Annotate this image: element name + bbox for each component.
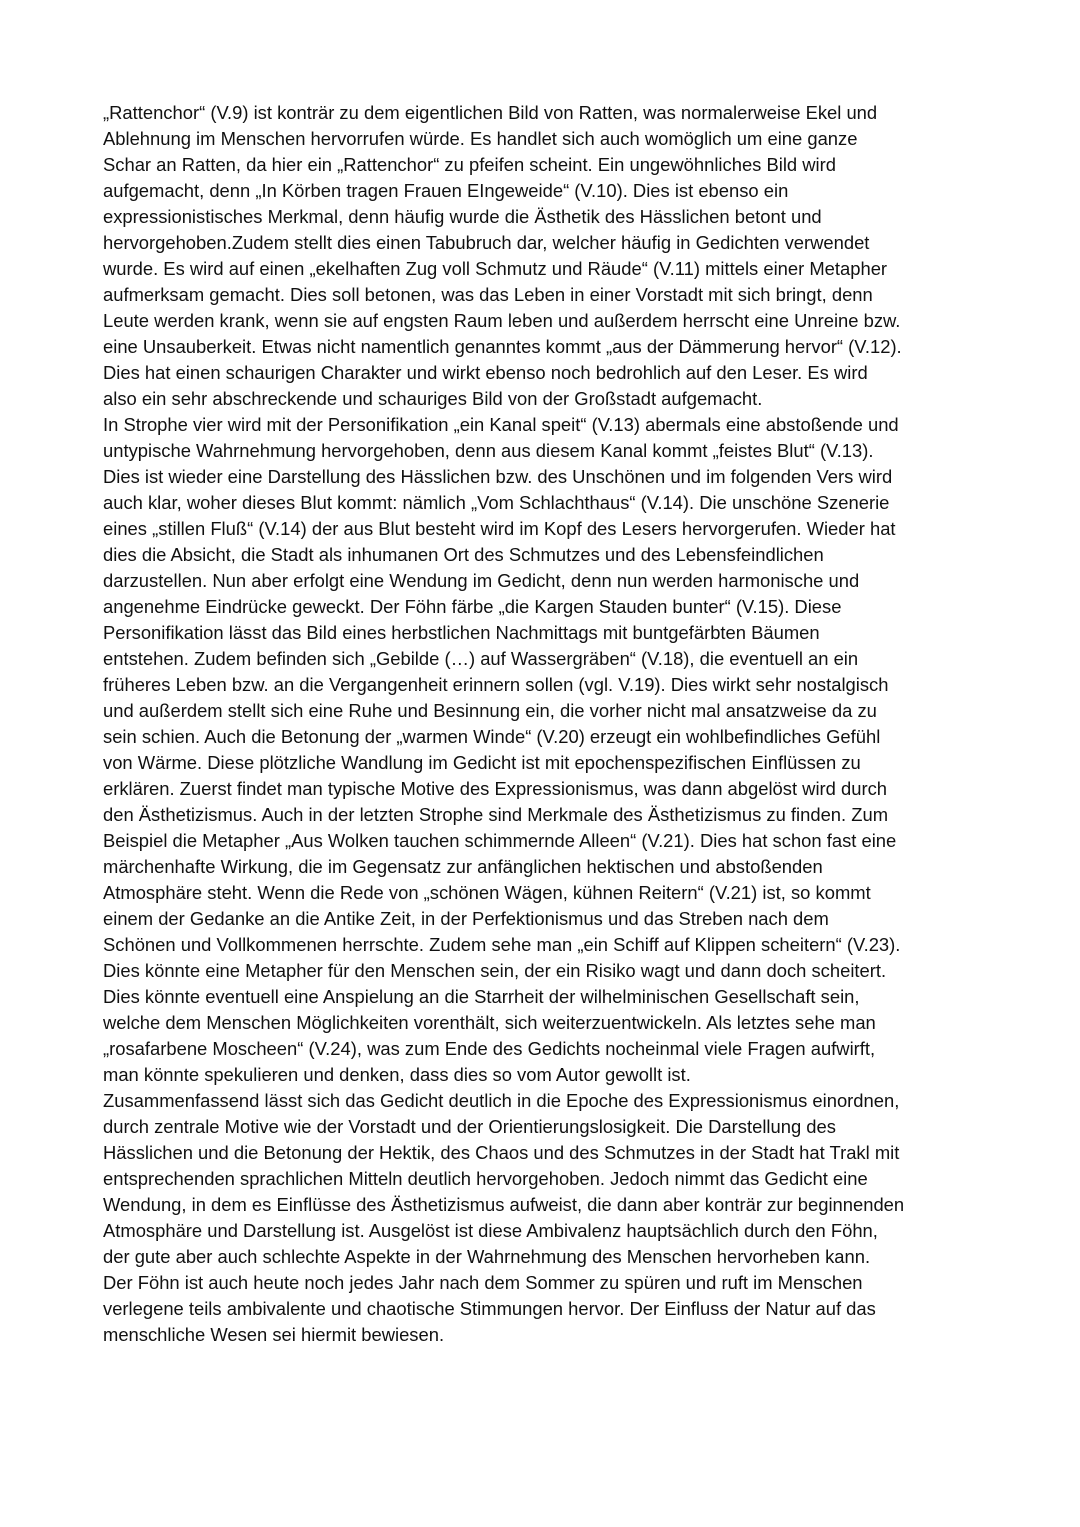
text-line: darzustellen. Nun aber erfolgt eine Wendung im Gedicht, denn nun werden harmonische und [103,570,860,591]
text-line: Schönen und Vollkommenen herrschte. Zudem sehe man „ein Schiff auf Klippen scheitern“ (V.23). [103,934,901,955]
text-line: einem der Gedanke an die Antike Zeit, in der Perfektionismus und das Streben nach dem [103,908,829,929]
text-line: In Strophe vier wird mit der Personifikation „ein Kanal speit“ (V.13) abermals eine abstoßende und [103,414,899,435]
text-line: wurde. Es wird auf einen „ekelhaften Zug voll Schmutz und Räude“ (V.11) mittels einer Metapher [103,258,888,279]
text-line: aufmerksam gemacht. Dies soll betonen, was das Leben in einer Vorstadt mit sich bringt, denn [103,284,873,305]
text-line: und außerdem stellt sich eine Ruhe und Besinnung ein, die vorher nicht mal ansatzweise da zu [103,700,877,721]
text-line: Zusammenfassend lässt sich das Gedicht deutlich in die Epoche des Expressionismus einordnen, [103,1090,900,1111]
text-line: erklären. Zuerst findet man typische Motive des Expressionismus, was dann abgelöst wird durch [103,778,888,799]
text-line: Dies könnte eventuell eine Anspielung an die Starrheit der wilhelminischen Gesellschaft sein, [103,986,860,1007]
text-line: menschliche Wesen sei hiermit bewiesen. [103,1324,445,1345]
text-line: verlegene teils ambivalente und chaotische Stimmungen hervor. Der Einfluss der Natur auf das [103,1298,876,1319]
text-line: früheres Leben bzw. an die Vergangenheit erinnern sollen (vgl. V.19). Dies wirkt sehr nostalgisch [103,674,889,695]
text-line: durch zentrale Motive wie der Vorstadt und der Orientierungslosigkeit. Die Darstellung des [103,1116,836,1137]
text-line: dies die Absicht, die Stadt als inhumanen Ort des Schmutzes und des Lebensfeindlichen [103,544,824,565]
text-line: Leute werden krank, wenn sie auf engsten Raum leben und außerdem herrscht eine Unreine bzw. [103,310,901,331]
text-line: eine Unsauberkeit. Etwas nicht namentlich genanntes kommt „aus der Dämmerung hervor“ (V.12). [103,336,902,357]
text-line: sein schien. Auch die Betonung der „warmen Winde“ (V.20) erzeugt ein wohlbefindliches Gefühl [103,726,881,747]
text-line: entsprechenden sprachlichen Mitteln deutlich hervorgehoben. Jedoch nimmt das Gedicht eine [103,1168,868,1189]
text-line: Atmosphäre und Darstellung ist. Ausgelöst ist diese Ambivalenz hauptsächlich durch den Föhn, [103,1220,878,1241]
text-line: Hässlichen und die Betonung der Hektik, des Chaos und des Schmutzes in der Stadt hat Trakl mit [103,1142,900,1163]
text-line: entstehen. Zudem befinden sich „Gebilde (…) auf Wassergräben“ (V.18), die eventuell an ein [103,648,859,669]
text-line: expressionistisches Merkmal, denn häufig wurde die Ästhetik des Hässlichen betont und [103,206,822,227]
text-line: auch klar, woher dieses Blut kommt: nämlich „Vom Schlachthaus“ (V.14). Die unschöne Szenerie [103,492,890,513]
text-line: aufgemacht, denn „In Körben tragen Frauen EIngeweide“ (V.10). Dies ist ebenso ein [103,180,789,201]
text-line: welche dem Menschen Möglichkeiten vorenthält, sich weiterzuentwickeln. Als letztes sehe man [103,1012,876,1033]
text-line: Wendung, in dem es Einflüsse des Ästhetizismus aufweist, die dann aber konträr zur beginnenden [103,1194,905,1215]
text-line: „rosafarbene Moscheen“ (V.24), was zum Ende des Gedichts nocheinmal viele Fragen aufwirft, [103,1038,876,1059]
text-line: Beispiel die Metapher „Aus Wolken tauchen schimmernde Alleen“ (V.21). Dies hat schon fast eine [103,830,897,851]
text-line: man könnte spekulieren und denken, dass dies so vom Autor gewollt ist. [103,1064,691,1085]
text-line: „Rattenchor“ (V.9) ist konträr zu dem eigentlichen Bild von Ratten, was normalerweise Ekel und [103,102,878,123]
text-line: hervorgehoben.Zudem stellt dies einen Tabubruch dar, welcher häufig in Gedichten verwendet [103,232,870,253]
text-line: märchenhafte Wirkung, die im Gegensatz zur anfänglichen hektischen und abstoßenden [103,856,823,877]
text-line: Schar an Ratten, da hier ein „Rattenchor“ zu pfeifen scheint. Ein ungewöhnliches Bild wird [103,154,836,175]
text-line: der gute aber auch schlechte Aspekte in der Wahrnehmung des Menschen hervorheben kann. [103,1246,871,1267]
text-line: Der Föhn ist auch heute noch jedes Jahr nach dem Sommer zu spüren und ruft im Menschen [103,1272,863,1293]
text-line: Dies ist wieder eine Darstellung des Hässlichen bzw. des Unschönen und im folgenden Vers wird [103,466,893,487]
text-line: angenehme Eindrücke geweckt. Der Föhn färbe „die Kargen Stauden bunter“ (V.15). Diese [103,596,842,617]
text-line: eines „stillen Fluß“ (V.14) der aus Blut besteht wird im Kopf des Lesers hervorgerufen. Wieder hat [103,518,896,539]
text-line: Personifikation lässt das Bild eines herbstlichen Nachmittags mit buntgefärbten Bäumen [103,622,820,643]
text-line: Dies könnte eine Metapher für den Menschen sein, der ein Risiko wagt und dann doch scheitert. [103,960,887,981]
document-page [103,100,983,1348]
text-line: von Wärme. Diese plötzliche Wandlung im Gedicht ist mit epochenspezifischen Einflüssen zu [103,752,861,773]
text-line: also ein sehr abschreckende und schauriges Bild von der Großstadt aufgemacht. [103,388,763,409]
text-line: Atmosphäre steht. Wenn die Rede von „schönen Wägen, kühnen Reitern“ (V.21) ist, so kommt [103,882,871,903]
text-line: den Ästhetizismus. Auch in der letzten Strophe sind Merkmale des Ästhetizismus zu finden. Zum [103,804,889,825]
text-line: Dies hat einen schaurigen Charakter und wirkt ebenso noch bedrohlich auf den Leser. Es wird [103,362,868,383]
text-line: untypische Wahrnehmung hervorgehoben, denn aus diesem Kanal kommt „feistes Blut“ (V.13). [103,440,874,461]
text-line: Ablehnung im Menschen hervorrufen würde. Es handlet sich auch womöglich um eine ganze [103,128,858,149]
